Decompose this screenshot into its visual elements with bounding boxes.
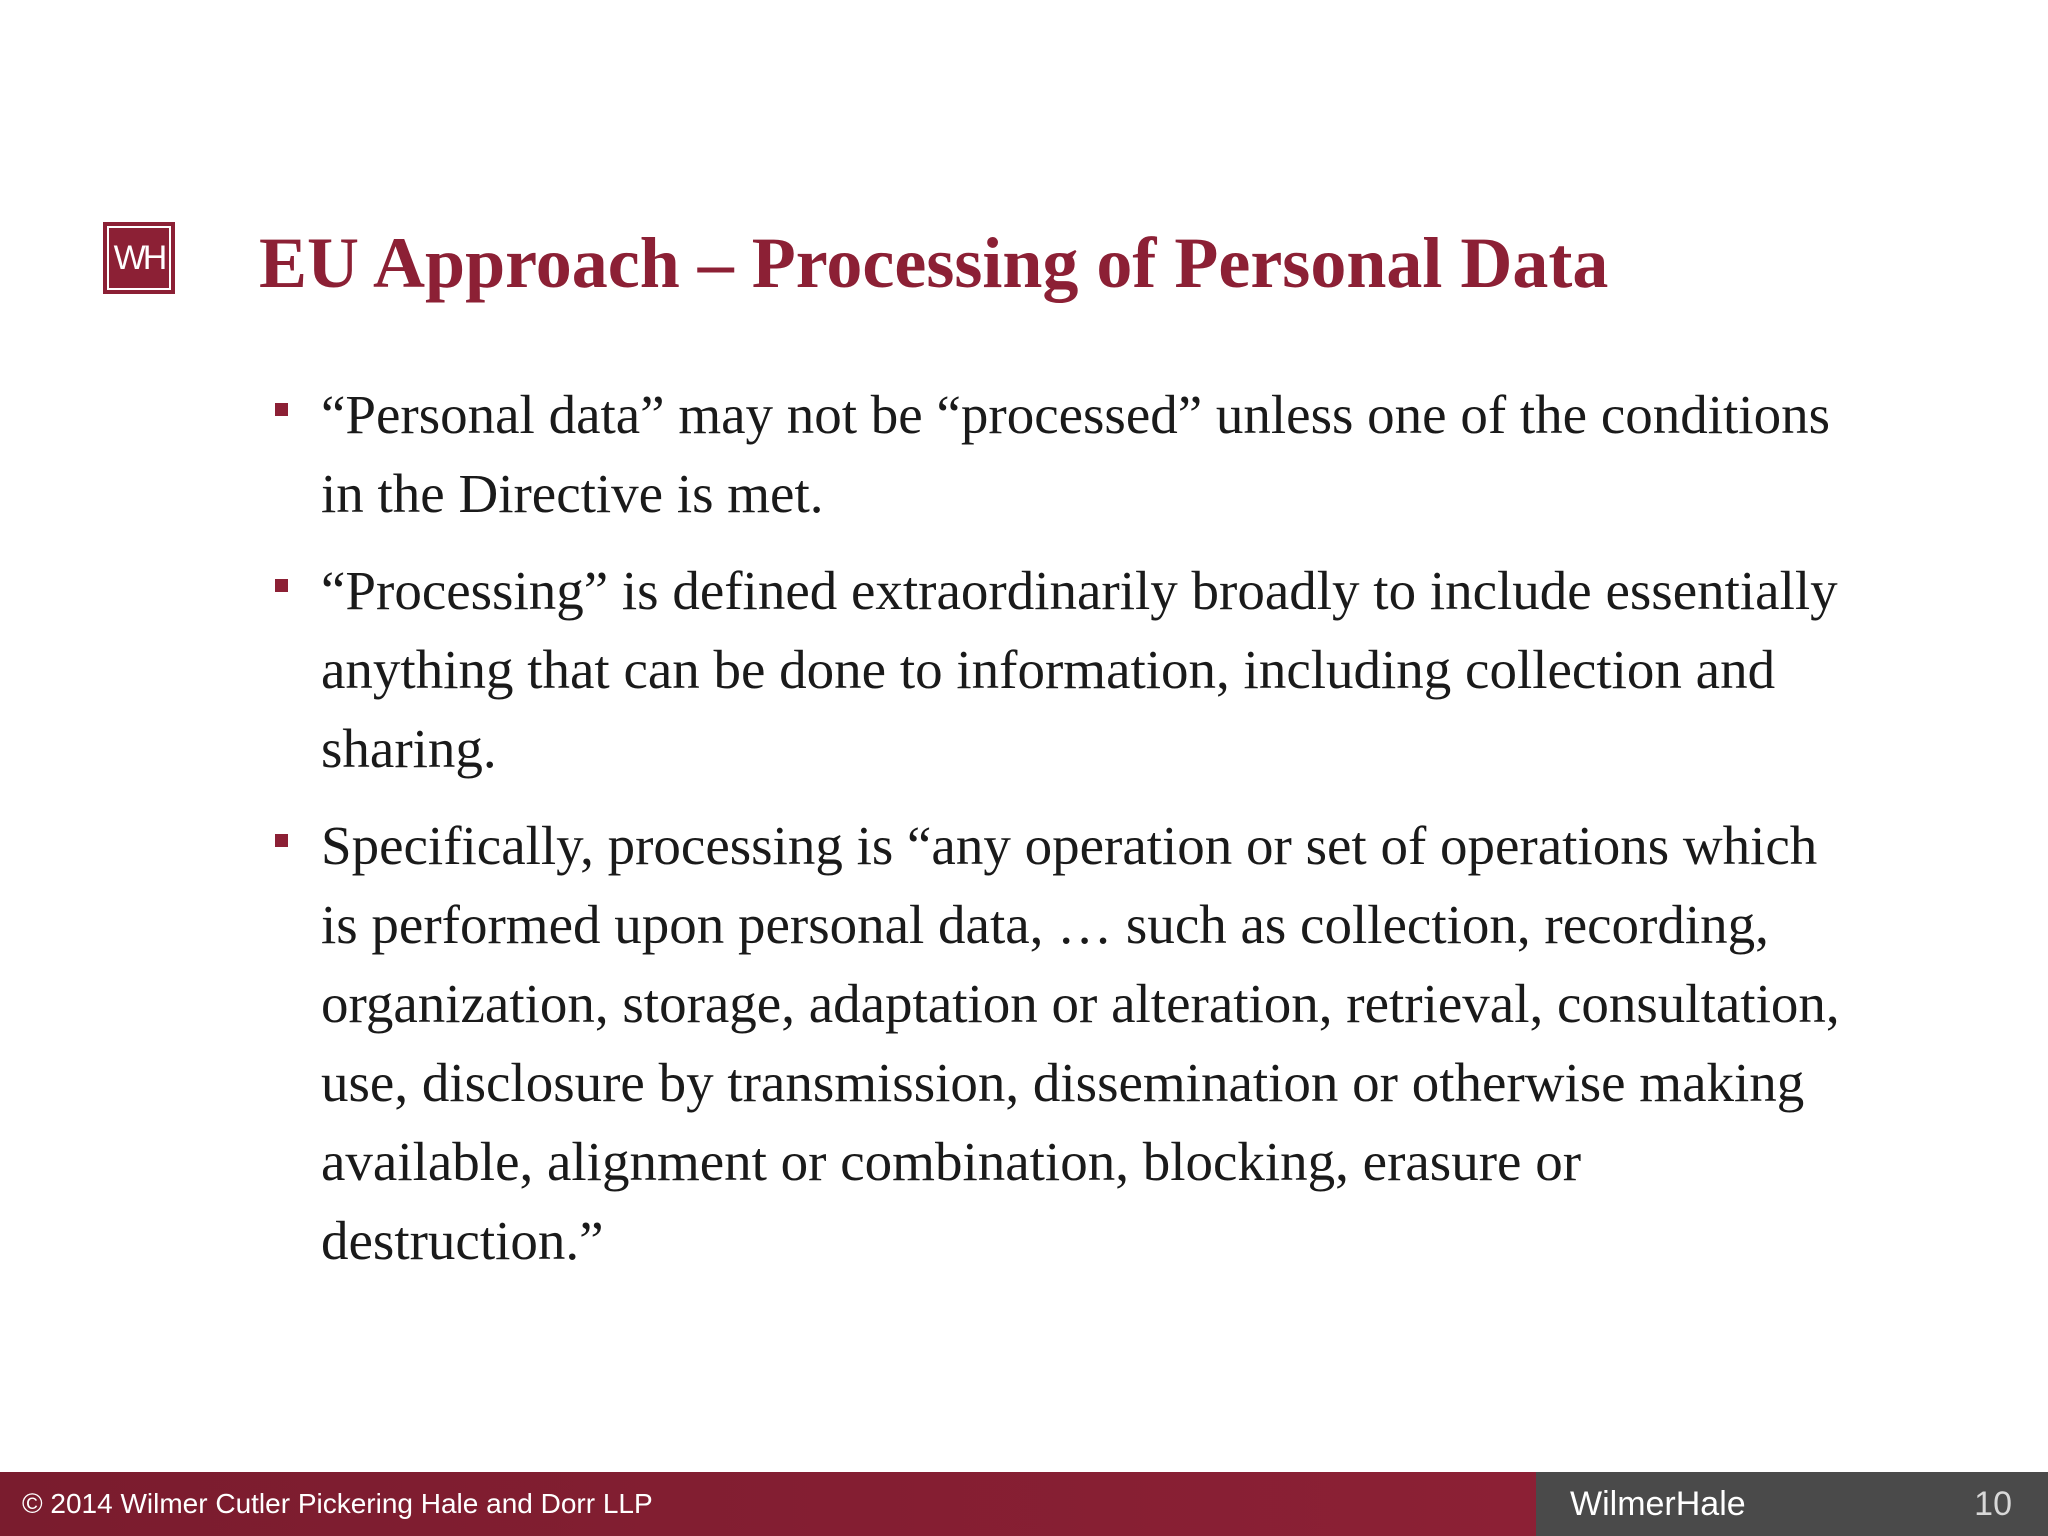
footer-bar — [0, 1472, 2048, 1536]
bullet-item — [270, 806, 1850, 1280]
bullet-item — [270, 375, 1850, 533]
bullet-text: “Processing” is defined extraordinarily broadly to include essentially anything that can be done to information, including collection and sharing. — [321, 560, 1838, 779]
footer-brand-area — [1536, 1472, 2048, 1536]
square-bullet-icon — [275, 834, 288, 847]
logo-text: WH — [113, 238, 165, 277]
square-bullet-icon — [275, 579, 288, 592]
copyright-text: © 2014 Wilmer Cutler Pickering Hale and Dorr LLP — [0, 1472, 1536, 1536]
bullet-text: “Personal data” may not be “processed” unless one of the conditions in the Directive is met. — [321, 384, 1830, 524]
page-number: 10 — [1974, 1484, 2012, 1523]
bullet-item — [270, 551, 1850, 788]
bullet-text: Specifically, processing is “any operation or set of operations which is performed upon personal data, … such as collection, recording, organization, storage, adaptation or alteration, retrieval, consultation, use, disclosure by transmission, dissemination or otherwise making available, alignment or combination, blocking, erasure or destruction.” — [321, 815, 1840, 1271]
brand-name: WilmerHale — [1570, 1484, 1746, 1523]
square-bullet-icon — [275, 403, 288, 416]
wilmerhale-logo — [103, 222, 175, 294]
slide-title: EU Approach – Processing of Personal Data — [259, 223, 1609, 303]
bullet-list — [270, 375, 1850, 1280]
